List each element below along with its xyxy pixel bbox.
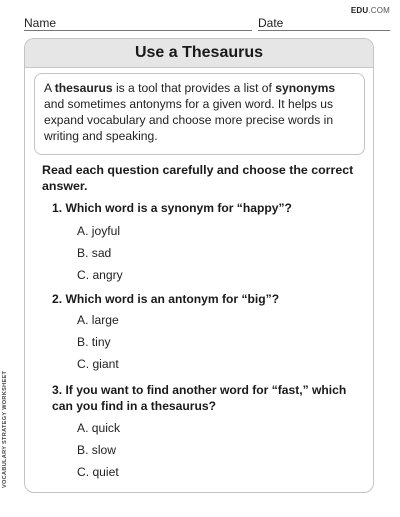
card-header [25, 39, 373, 68]
intro-text-2: is a tool that provides a list of [112, 81, 276, 95]
page-title: Use a Thesaurus [134, 44, 264, 61]
logo-suffix: .COM [368, 6, 390, 15]
name-line[interactable] [24, 30, 252, 31]
instructions: Read each question carefully and choose the correct answer. [42, 163, 354, 193]
option-1a[interactable]: A. joyful [77, 224, 121, 238]
question-3: 3. If you want to find another word for “fast,” which can you find in a thesaurus? [52, 383, 347, 413]
option-2a[interactable]: A. large [77, 313, 119, 327]
logo-brand: EDU [350, 6, 369, 15]
option-1b[interactable]: B. sad [77, 246, 112, 260]
option-2b[interactable]: B. tiny [77, 335, 111, 349]
option-2c[interactable]: C. giant [77, 357, 119, 371]
option-3c[interactable]: C. quiet [77, 465, 119, 479]
intro-text-3: and sometimes antonyms for a given word. It helps us expand vocabulary and choose more precise words in writing and speaking. [44, 97, 334, 143]
worksheet-card [24, 38, 374, 493]
name-label: Name [24, 16, 57, 30]
intro-text-1: A [44, 81, 55, 95]
question-2: 2. Which word is an antonym for “big”? [52, 292, 280, 306]
side-label: VOCABULARY STRATEGY WORKSHEET [2, 370, 8, 488]
option-1c[interactable]: C. angry [77, 268, 123, 282]
option-3a[interactable]: A. quick [77, 421, 121, 435]
date-line[interactable] [258, 30, 390, 31]
intro-term-synonyms: synonyms [275, 81, 336, 95]
intro-box [34, 73, 365, 155]
date-label: Date [258, 16, 284, 30]
name-date-row [24, 13, 390, 31]
intro-term-thesaurus: thesaurus [54, 81, 113, 95]
question-1: 1. Which word is a synonym for “happy”? [52, 201, 292, 215]
option-3b[interactable]: B. slow [77, 443, 116, 457]
